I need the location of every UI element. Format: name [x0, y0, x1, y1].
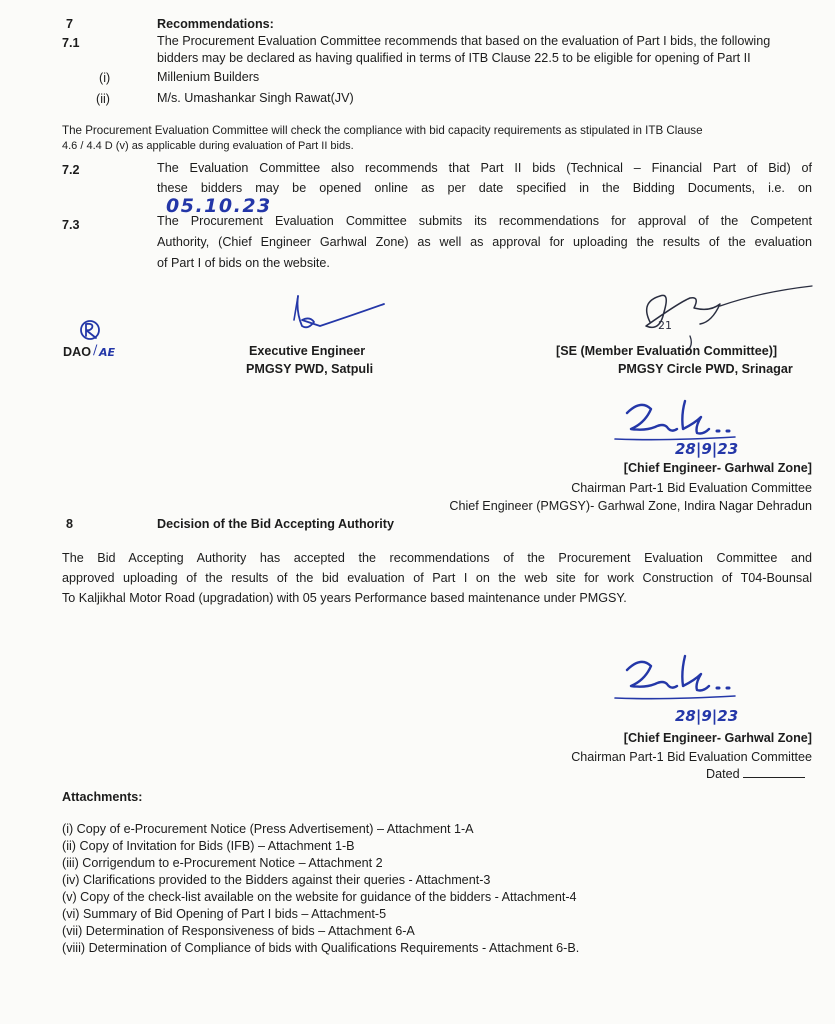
clause-7-1-line-2: bidders may be declared as having qualified in terms of ITB Clause 22.5 to be eligible for opening of Part II [157, 51, 751, 65]
attachment-item: (vi) Summary of Bid Opening of Part I bids – Attachment-5 [62, 907, 387, 921]
se-handwritten-date: 21 [658, 319, 672, 332]
bid-capacity-note-line-1: The Procurement Evaluation Committee will check the compliance with bid capacity requirements as stipulated in ITB Clause [62, 124, 703, 137]
decision-line-1: The Bid Accepting Authority has accepted the recommendations of the Procurement Evaluation Committee and [62, 551, 812, 565]
clause-7-1-line-1: The Procurement Evaluation Committee recommends that based on the evaluation of Part I bids, the following [157, 34, 771, 48]
attachment-item: (i) Copy of e-Procurement Notice (Press Advertisement) – Attachment 1-A [62, 822, 474, 836]
handwritten-opening-date: 05.10.23 [166, 195, 272, 217]
section-8-title: Decision of the Bid Accepting Authority [157, 517, 394, 531]
clause-7-3-line-2: Authority, (Chief Engineer Garhwal Zone) as well as approval for uploading the results of the evaluation [157, 235, 812, 249]
se-member-title: [SE (Member Evaluation Committee)] [556, 344, 778, 358]
clause-7-2-line-1: The Evaluation Committee also recommends that Part II bids (Technical – Financial Part of Bid) of [157, 161, 812, 175]
chief-engineer-role: Chairman Part-1 Bid Evaluation Committee [571, 481, 812, 495]
dao-label: DAO [63, 345, 91, 359]
clause-7-3-line-3: of Part I of bids on the website. [157, 256, 330, 270]
bidder-name: M/s. Umashankar Singh Rawat(JV) [157, 91, 354, 105]
final-handwritten-date: 28|9|23 [675, 707, 739, 725]
se-member-signature [620, 282, 820, 352]
bidder-name: Millenium Builders [157, 70, 260, 84]
final-chief-engineer-role: Chairman Part-1 Bid Evaluation Committee [571, 750, 812, 764]
attachment-item: (vii) Determination of Responsiveness of bids – Attachment 6-A [62, 924, 415, 938]
bidder-number: (i) [99, 71, 111, 85]
slash-mark: / [93, 343, 98, 358]
clause-7-3-line-1: The Procurement Evaluation Committee submits its recommendations for approval of the Competent [157, 214, 812, 228]
bid-capacity-note-line-2: 4.6 / 4.4 D (v) as applicable during evaluation of Part II bids. [62, 140, 354, 152]
attachment-item: (v) Copy of the check-list available on the website for guidance of the bidders - Attachment-4 [62, 890, 577, 904]
dated-blank-line [743, 767, 805, 778]
dao-initials-signature [72, 316, 116, 346]
chief-engineer-handwritten-date: 28|9|23 [675, 440, 739, 458]
executive-engineer-office: PMGSY PWD, Satpuli [246, 362, 374, 376]
ae-handwritten-label: AE [99, 346, 116, 359]
final-chief-engineer-signature [605, 648, 765, 712]
se-member-office: PMGSY Circle PWD, Srinagar [618, 362, 793, 376]
attachment-item: (viii) Determination of Compliance of bids with Qualifications Requirements - Attachment 6-B. [62, 941, 580, 955]
chief-engineer-office: Chief Engineer (PMGSY)- Garhwal Zone, Indira Nagar Dehradun [449, 499, 812, 513]
attachments-heading: Attachments: [62, 790, 143, 804]
attachment-item: (iii) Corrigendum to e-Procurement Notice – Attachment 2 [62, 856, 383, 870]
executive-engineer-signature [280, 290, 390, 340]
chief-engineer-title: [Chief Engineer- Garhwal Zone] [623, 461, 812, 475]
section-8-number: 8 [66, 517, 74, 531]
section-7-number: 7 [66, 17, 74, 31]
clause-7-1-number: 7.1 [62, 36, 80, 50]
bidder-number: (ii) [96, 92, 110, 106]
clause-7-2-line-2: these bidders may be opened online as per date specified in the Bidding Documents, i.e. on [157, 181, 812, 195]
clause-7-3-number: 7.3 [62, 218, 80, 232]
executive-engineer-title: Executive Engineer [249, 344, 366, 358]
clause-7-2-number: 7.2 [62, 163, 80, 177]
decision-line-2: approved uploading of the results of the bid evaluation of Part I on the web site for work Construction of T04-Bounsal [62, 571, 812, 585]
attachment-item: (iv) Clarifications provided to the Bidders against their queries - Attachment-3 [62, 873, 491, 887]
dated-label: Dated [706, 767, 740, 781]
attachment-item: (ii) Copy of Invitation for Bids (IFB) – Attachment 1-B [62, 839, 355, 853]
section-7-title: Recommendations: [157, 17, 274, 31]
final-chief-engineer-title: [Chief Engineer- Garhwal Zone] [623, 731, 812, 745]
dated-field [706, 767, 805, 781]
decision-line-3: To Kaljikhal Motor Road (upgradation) with 05 years Performance based maintenance under PMGSY. [62, 591, 627, 605]
